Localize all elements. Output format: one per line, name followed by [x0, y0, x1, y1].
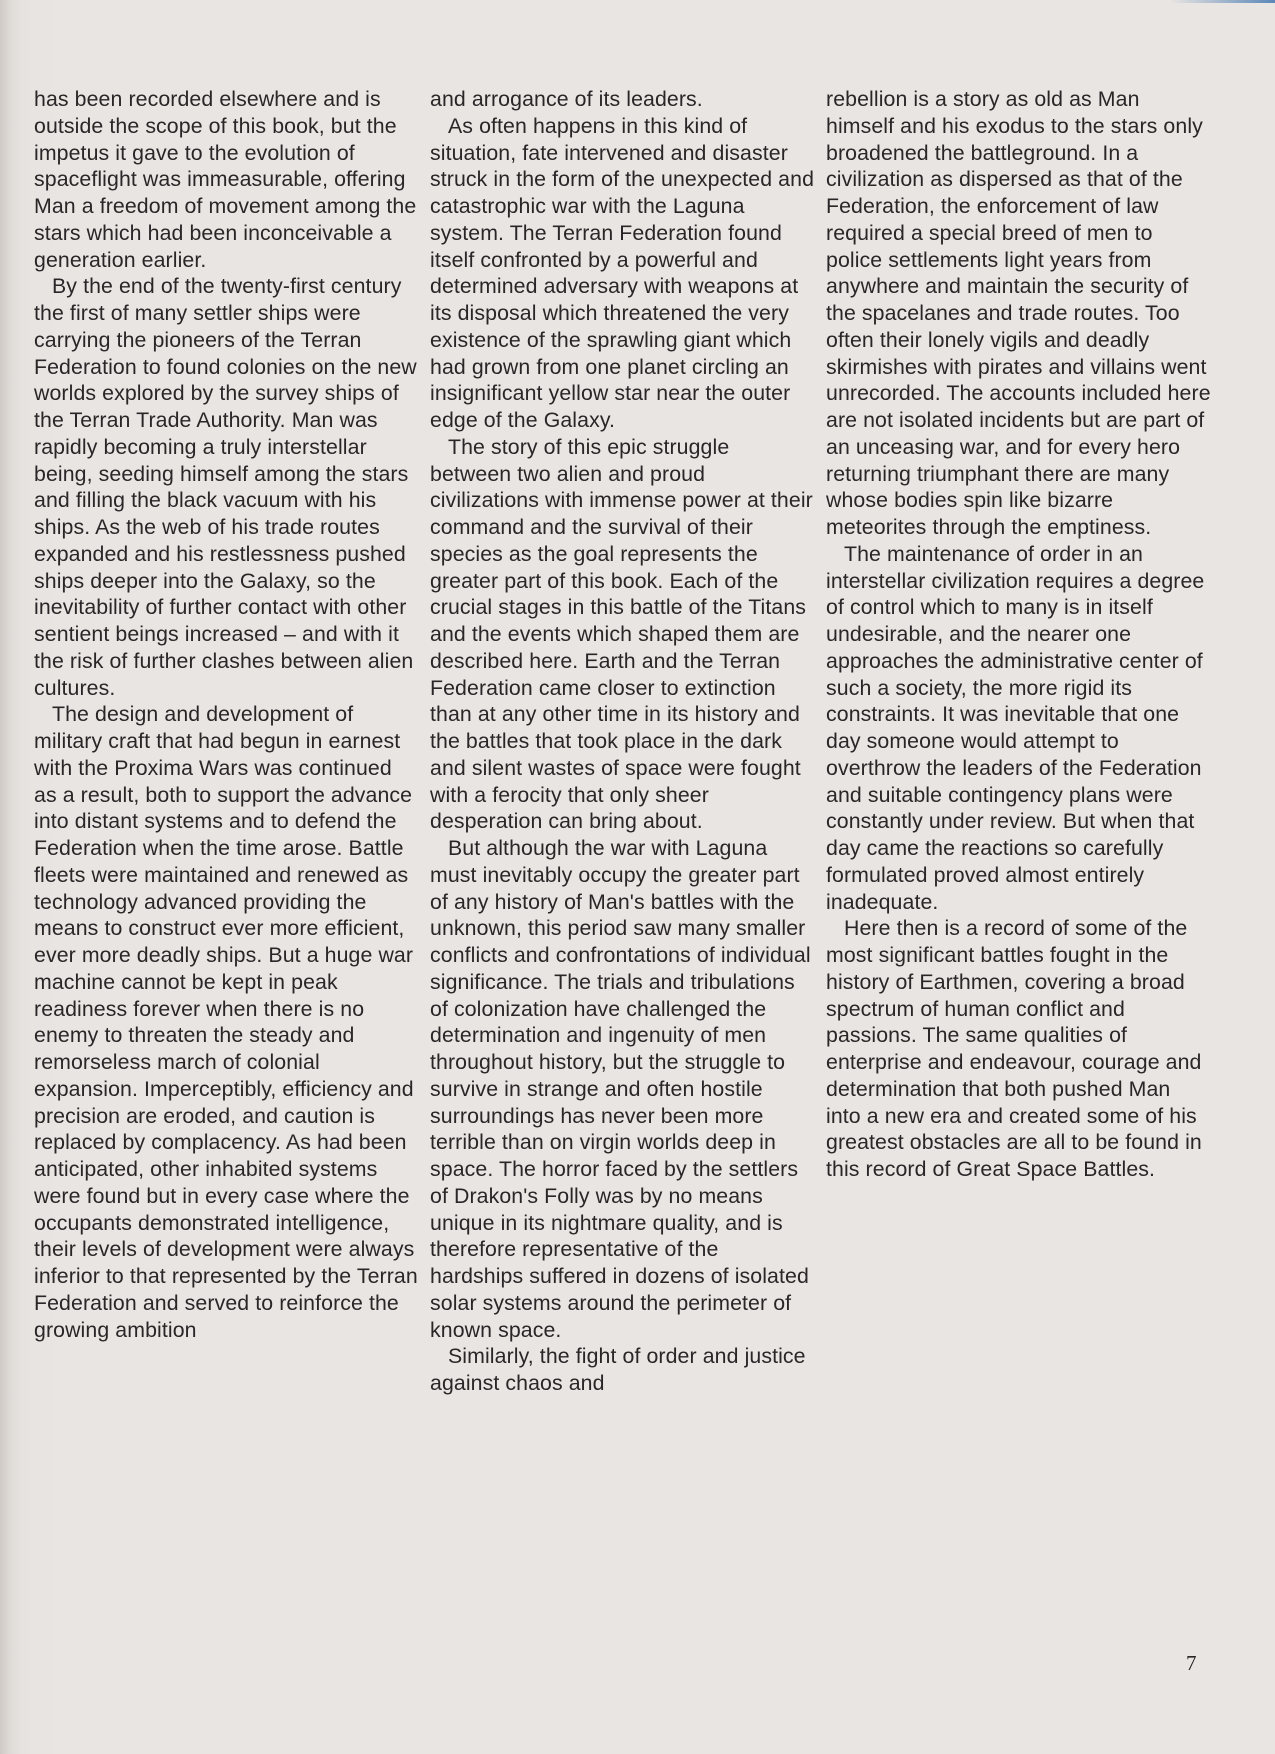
- paragraph: Similarly, the fight of order and justice against chaos and: [430, 1344, 806, 1395]
- paragraph: Here then is a record of some of the most significant battles fought in the history of Earthmen, covering a broad spectrum of human conflict and passions. The same qualities of enterprise and endeavour, courage and determination that both pushed Man into a new era and created some of his greatest obstacles are all to be found in this record of Great Space Battles.: [826, 916, 1202, 1181]
- paragraph: The story of this epic struggle between two alien and proud civilizations with immense power at their command and the survival of their species as the goal represents the greater part of this book. Each of the crucial stages in this battle of the Titans and the events which shaped them are described here. Earth and the Terran Federation came closer to extinction than at any other time in its history and the battles that took place in the dark and silent wastes of space were fought with a ferocity that only sheer desperation can bring about.: [430, 434, 813, 834]
- paragraph: The maintenance of order in an interstellar civilization requires a degree of control which to many is in itself undesirable, and the nearer one approaches the administrative center of such a society, the more rigid its constraints. It was inevitable that one day someone would attempt to overthrow the leaders of the Federation and suitable contingency plans were constantly under review. But when that day came the reactions so carefully formulated proved almost entirely inadequate.: [826, 541, 1205, 914]
- page-number: 7: [1186, 1651, 1197, 1675]
- text-column-middle: [430, 86, 815, 1397]
- paragraph: has been recorded elsewhere and is outside the scope of this book, but the impetus it gave to the evolution of spaceflight was immeasurable, offering Man a freedom of movement among the stars which had been inconceivable a generation earlier.: [34, 87, 417, 272]
- paragraph: rebellion is a story as old as Man himself and his exodus to the stars only broadened the battleground. In a civilization as dispersed as that of the Federation, the enforcement of law required a special breed of men to police settlements light years from anywhere and maintain the security of the spacelanes and trade routes. Too often their lonely vigils and deadly skirmishes with pirates and villains went unrecorded. The accounts included here are not isolated incidents but are part of an unceasing war, and for every hero returning triumphant there are many whose bodies spin like bizarre meteorites through the emptiness.: [826, 87, 1211, 539]
- paragraph: As often happens in this kind of situation, fate intervened and disaster struck in the form of the unexpected and catastrophic war with the Laguna system. The Terran Federation found itself confronted by a powerful and determined adversary with weapons at its disposal which threatened the very existence of the sprawling giant which had grown from one planet circling an insignificant yellow star near the outer edge of the Galaxy.: [430, 113, 815, 432]
- paragraph: But although the war with Laguna must inevitably occupy the greater part of any history of Man's battles with the unknown, this period saw many smaller conflicts and confrontations of individual significance. The trials and tribulations of colonization have challenged the determination and ingenuity of men throughout history, but the struggle to survive in strange and often hostile surroundings has never been more terrible than on virgin worlds deep in space. The horror faced by the settlers of Drakon's Folly was by no means unique in its nightmare quality, and is therefore representative of the hardships suffered in dozens of isolated solar systems around the perimeter of known space.: [430, 836, 811, 1342]
- page-edge-shading: [1170, 0, 1275, 3]
- text-column-left: [34, 86, 419, 1343]
- paragraph: and arrogance of its leaders.: [430, 87, 703, 111]
- paragraph: The design and development of military craft that had begun in earnest with the Proxima Wars was continued as a result, both to support the advance into distant systems and to defend the Federation when the time arose. Battle fleets were maintained and renewed as technology advanced providing the means to construct ever more efficient, ever more deadly ships. But a huge war machine cannot be kept in peak readiness forever when there is no enemy to threaten the steady and remorseless march of colonial expansion. Imperceptibly, efficiency and precision are eroded, and caution is replaced by complacency. As had been anticipated, other inhabited systems were found but in every case where the occupants demonstrated intelligence, their levels of development were always inferior to that represented by the Terran Federation and served to reinforce the growing ambition: [34, 702, 418, 1342]
- paragraph: By the end of the twenty-first century the first of many settler ships were carrying the pioneers of the Terran Federation to found colonies on the new worlds explored by the survey ships of the Terran Trade Authority. Man was rapidly becoming a truly interstellar being, seeding himself among the stars and filling the black vacuum with his ships. As the web of his trade routes expanded and his restlessness pushed ships deeper into the Galaxy, so the inevitability of further contact with other sentient beings increased – and with it the risk of further clashes between alien cultures.: [34, 274, 417, 700]
- text-column-right: [826, 86, 1211, 1183]
